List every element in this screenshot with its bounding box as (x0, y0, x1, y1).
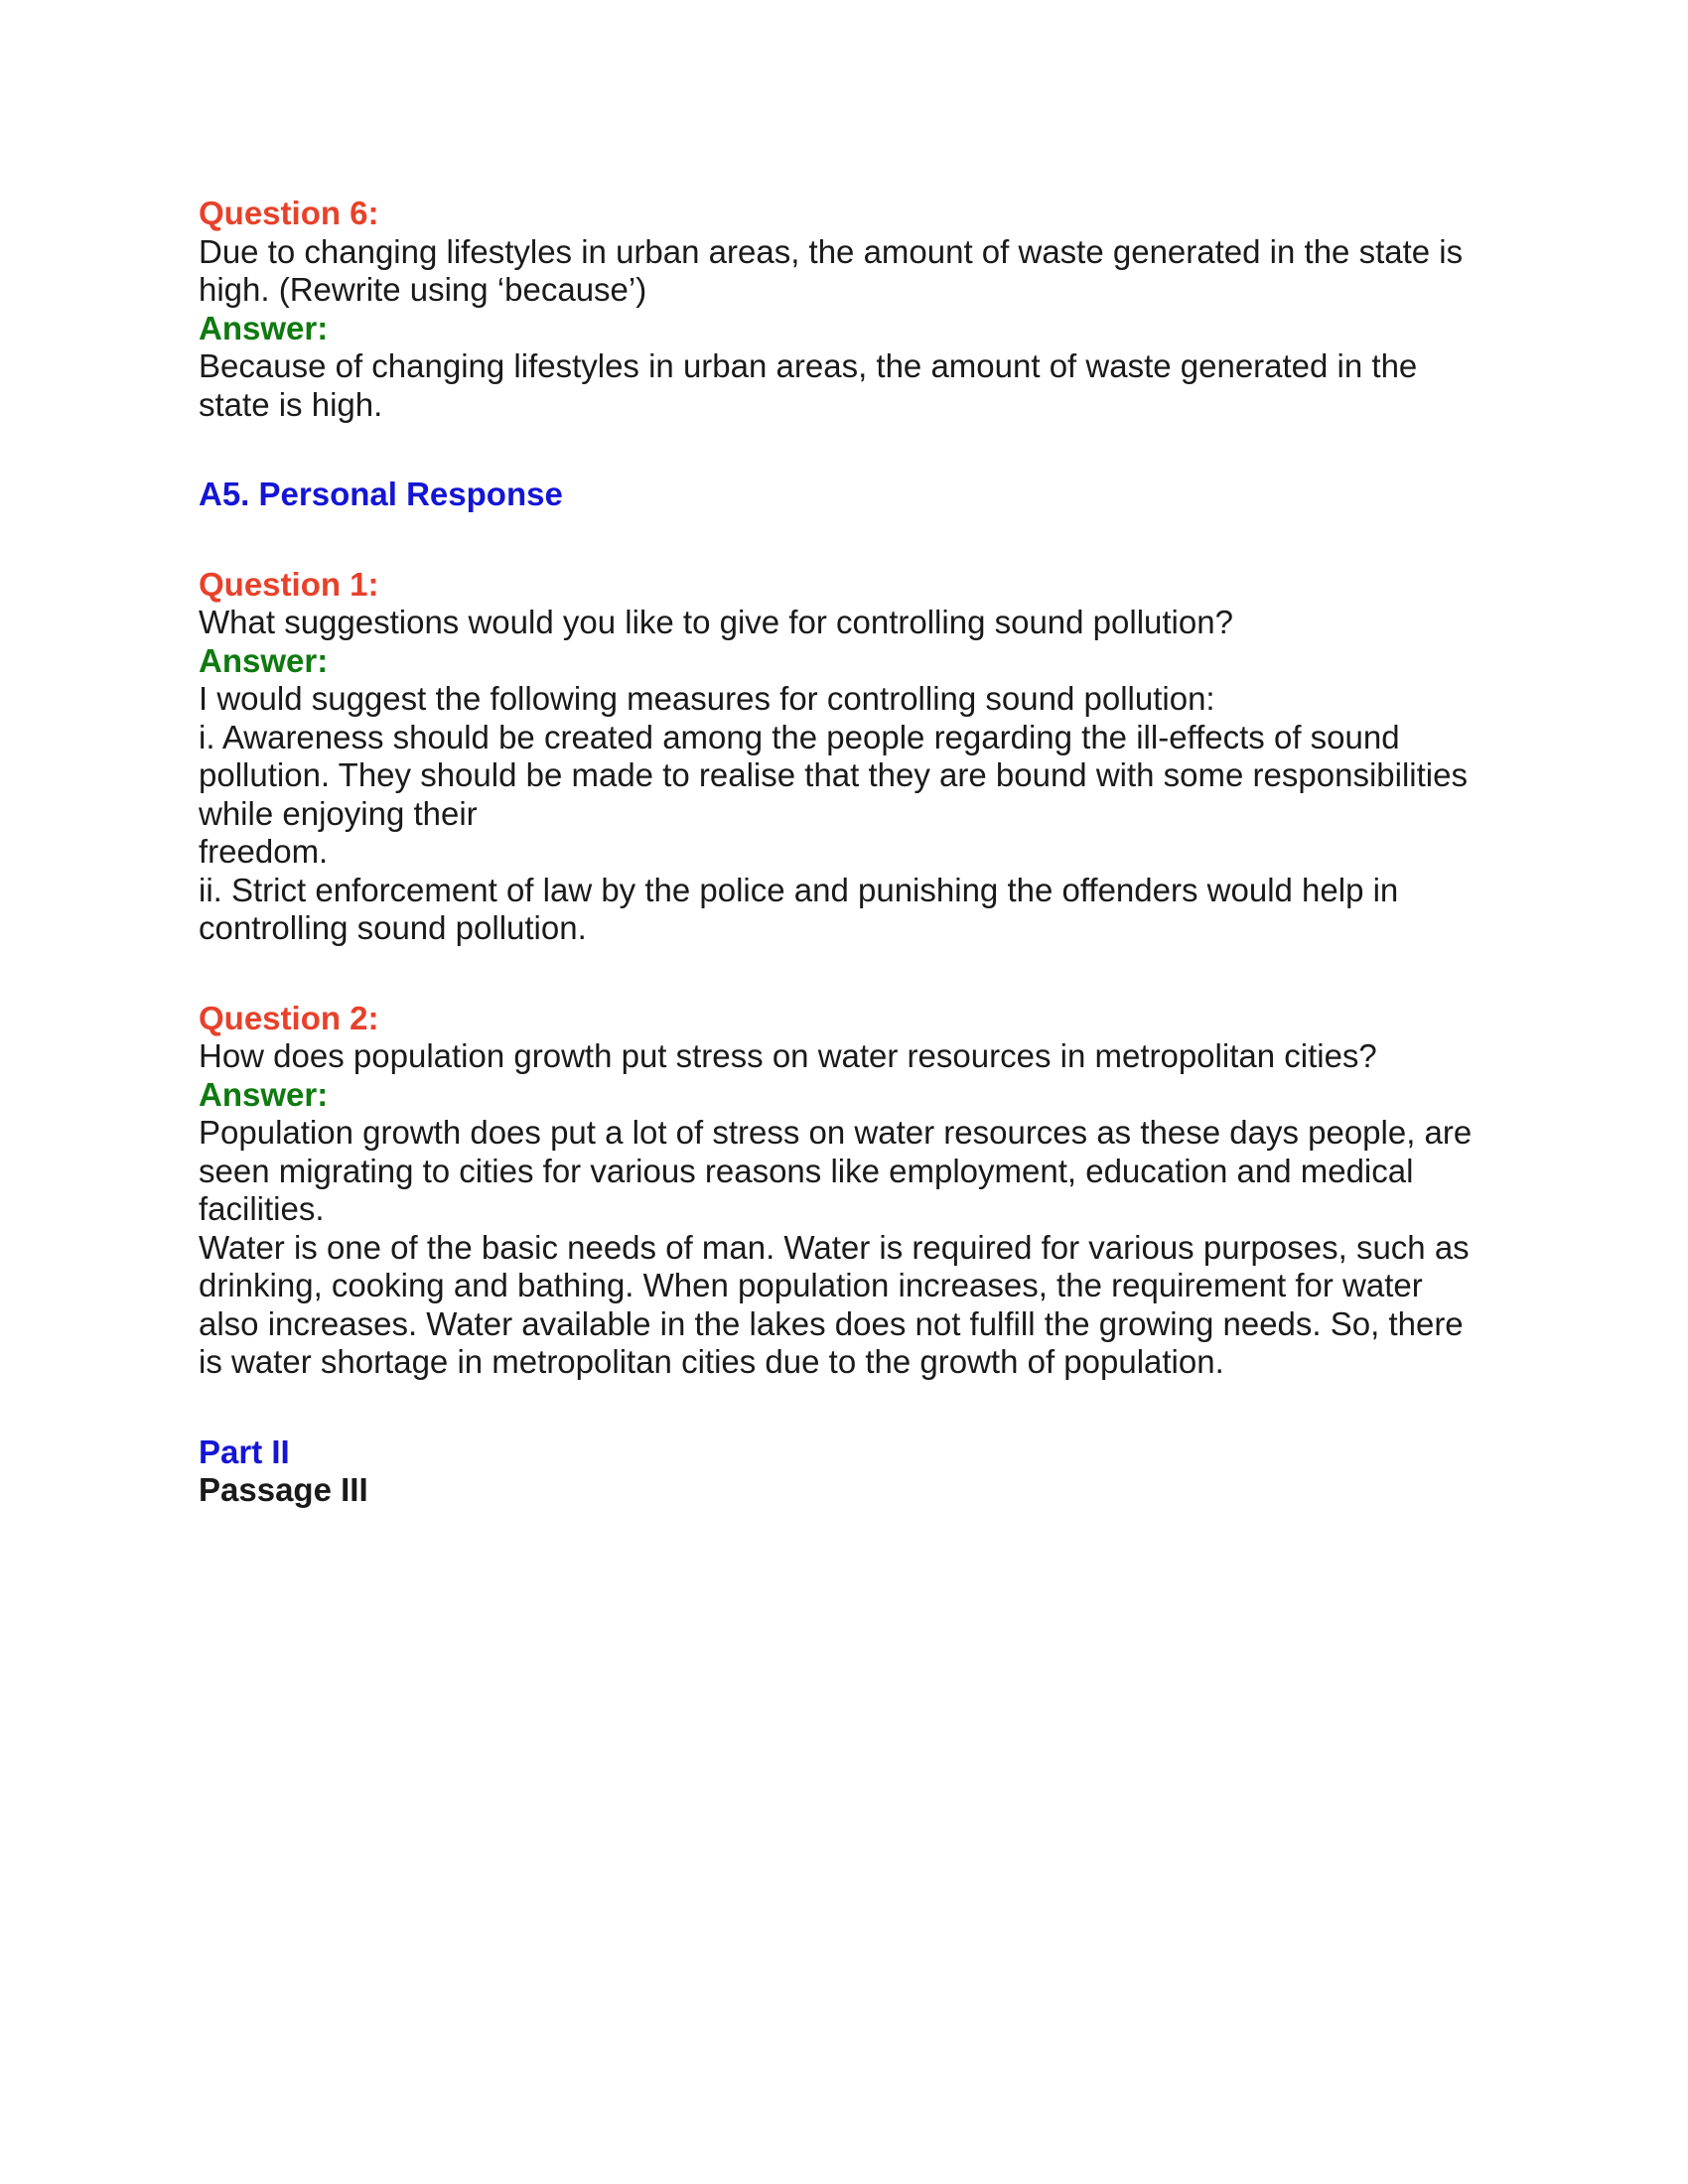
question-1-text: What suggestions would you like to give for controlling sound pollution? (199, 604, 1233, 640)
question-1-answer-line: while enjoying their (199, 794, 478, 832)
question-2-answer-line: facilities. (199, 1190, 325, 1227)
section-heading-a5: A5. Personal Response (199, 476, 563, 512)
question-1-answer-label: Answer: (199, 641, 329, 679)
question-2-answer-label: Answer: (199, 1075, 329, 1113)
question-6-answer-line: Because of changing lifestyles in urban areas, the amount of waste generated in the (199, 347, 1418, 384)
question-6-answer-line: state is high. (199, 385, 383, 423)
question-2-text: How does population growth put stress on water resources in metropolitan cities? (199, 1037, 1377, 1074)
question-2-label: Question 2: (199, 999, 379, 1036)
question-1-answer-line: I would suggest the following measures for controlling sound pollution: (199, 680, 1215, 717)
question-1-block (199, 566, 1489, 948)
question-1-answer-line: pollution. They should be made to realise that they are bound with some responsibilities (199, 756, 1468, 793)
question-2-answer-line: drinking, cooking and bathing. When population increases, the requirement for water (199, 1267, 1423, 1303)
question-6-block (199, 195, 1489, 424)
question-2-answer-line: also increases. Water available in the lakes does not fulfill the growing needs. So, there (199, 1304, 1464, 1342)
question-1-label: Question 1: (199, 565, 379, 603)
question-6-label: Question 6: (199, 195, 379, 231)
question-6-text-line: high. (Rewrite using ‘because’) (199, 271, 647, 308)
part-2-heading: Part II (199, 1433, 290, 1470)
question-2-answer-line: is water shortage in metropolitan cities due to the growth of population. (199, 1343, 1224, 1380)
question-1-answer-line: i. Awareness should be created among the people regarding the ill-effects of sound (199, 718, 1400, 755)
question-2-answer-line: Population growth does put a lot of stress on water resources as these days people, are (199, 1114, 1473, 1151)
question-6-answer-label: Answer: (199, 309, 329, 346)
question-1-answer-line: controlling sound pollution. (199, 909, 587, 946)
question-2-block (199, 1000, 1489, 1382)
question-2-answer-line: seen migrating to cities for various reasons like employment, education and medical (199, 1152, 1414, 1189)
question-1-answer-line: ii. Strict enforcement of law by the police and punishing the offenders would help in (199, 871, 1399, 908)
question-6-text-line: Due to changing lifestyles in urban areas, the amount of waste generated in the state is (199, 232, 1464, 270)
passage-3-heading: Passage III (199, 1471, 368, 1508)
document-page (199, 195, 1489, 1510)
question-1-answer-line: freedom. (199, 833, 329, 870)
question-2-answer-line: Water is one of the basic needs of man. Water is required for various purposes, such as (199, 1228, 1470, 1266)
